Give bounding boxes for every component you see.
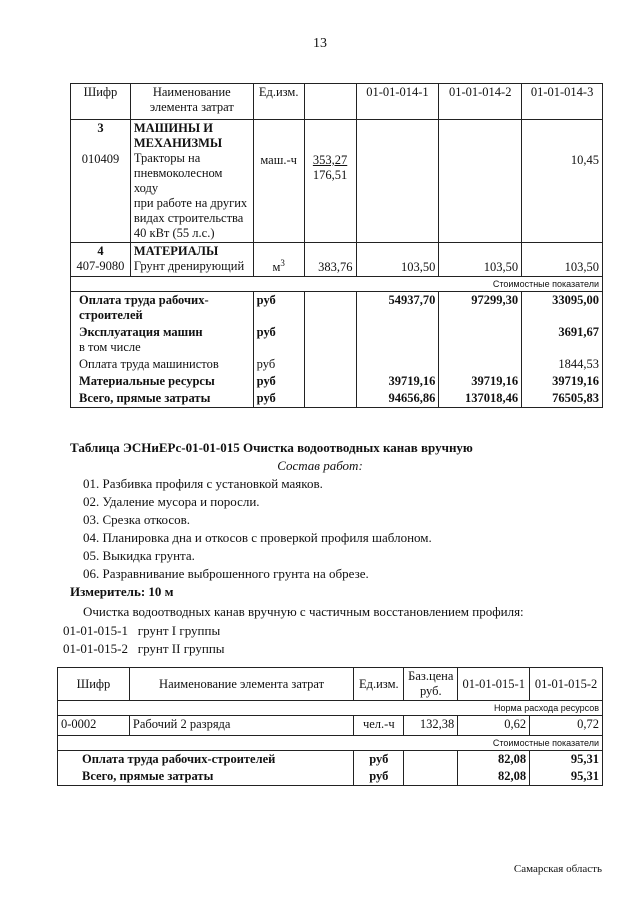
row-value-3: 3691,67: [522, 324, 603, 356]
table-row: [58, 716, 603, 736]
header-unit: Ед.изм.: [253, 84, 304, 120]
row-name: Оплата труда рабочих- строителей: [71, 292, 254, 325]
section-number: 4: [97, 244, 104, 258]
row-value-1: 82,08: [458, 751, 530, 769]
work-item: 03. Срезка откосов.: [83, 512, 191, 527]
resource-table-015: [57, 667, 603, 786]
value-col-2: [439, 120, 522, 243]
header-code: Шифр: [71, 84, 131, 120]
row-value-2: [439, 324, 522, 356]
row-unit: руб: [253, 356, 304, 373]
header-col-1: 01-01-014-1: [356, 84, 439, 120]
row-name: Эксплуатация машин в том числе: [71, 324, 254, 356]
value-col-1: 0,62: [458, 716, 530, 736]
value-col-1: 103,50: [356, 243, 439, 277]
row-unit: руб: [253, 324, 304, 356]
code-item: 01-01-015-1 грунт I группы: [63, 623, 221, 638]
row-value-3: 33095,00: [522, 292, 603, 325]
work-item: 06. Разравнивание выброшенного грунта на обрезе.: [83, 566, 369, 581]
work-item: 04. Планировка дна и откосов с проверкой профиля шаблоном.: [83, 530, 432, 545]
row-value-1: 82,08: [458, 768, 530, 786]
row-name: Всего, прямые затраты: [58, 768, 354, 786]
norm-label: Норма расхода ресурсов: [58, 701, 603, 716]
row-value-2: 95,31: [530, 751, 603, 769]
row-name: Оплата труда рабочих-строителей: [58, 751, 354, 769]
row-value-3: 76505,83: [522, 390, 603, 408]
section-name-cell: [130, 120, 253, 243]
row-price: [404, 751, 458, 769]
work-item: 05. Выкидка грунта.: [83, 548, 195, 563]
code-item: 01-01-015-2 грунт II группы: [63, 641, 225, 656]
table-row: [71, 373, 603, 390]
section-title: МАТЕРИАЛЫ: [133, 244, 219, 258]
resource-code: 407-9080: [76, 259, 125, 273]
resource-price: 132,38: [404, 716, 458, 736]
row-value-1: 39719,16: [356, 373, 439, 390]
row-unit: руб: [253, 373, 304, 390]
row-unit: руб: [354, 768, 404, 786]
header-col-2: 01-01-015-2: [530, 668, 603, 701]
table-header-row: [71, 84, 603, 120]
section-number: 3: [97, 121, 104, 135]
page-number: 13: [313, 36, 327, 51]
row-value-1: [356, 324, 439, 356]
work-item: 01. Разбивка профиля с установкой маяков.: [83, 476, 323, 491]
row-value-3: 1844,53: [522, 356, 603, 373]
row-value-2: 39719,16: [439, 373, 522, 390]
header-col-1: 01-01-015-1: [458, 668, 530, 701]
row-value-1: [356, 356, 439, 373]
value-col-1: [356, 120, 439, 243]
row-name: Всего, прямые затраты: [71, 390, 254, 408]
resource-unit: маш.-ч: [253, 120, 304, 243]
cost-label-row: [58, 736, 603, 751]
table-row: [71, 292, 603, 325]
row-price: [304, 292, 356, 325]
resource-price: 383,76: [304, 243, 356, 277]
header-name: Наименование элемента затрат: [130, 84, 253, 120]
header-name: Наименование элемента затрат: [129, 668, 353, 701]
row-value-2: 95,31: [530, 768, 603, 786]
row-price: [404, 768, 458, 786]
resource-name-line: 40 кВт (55 л.с.): [133, 226, 215, 240]
row-unit: руб: [253, 292, 304, 325]
table-row: [58, 751, 603, 769]
table-row: [71, 324, 603, 356]
row-value-1: 54937,70: [356, 292, 439, 325]
row-value-1: 94656,86: [356, 390, 439, 408]
table-row: [71, 356, 603, 373]
header-price: [304, 84, 356, 120]
cost-label: Стоимостные показатели: [58, 736, 603, 751]
resource-name: Рабочий 2 разряда: [129, 716, 353, 736]
cost-label-row: [71, 277, 603, 292]
resource-code: 0-0002: [58, 716, 130, 736]
resource-code: 010409: [81, 152, 120, 166]
row-price: [304, 390, 356, 408]
value-col-3: 103,50: [522, 243, 603, 277]
header-price: Баз.цена руб.: [404, 668, 458, 701]
table-row: [71, 390, 603, 408]
row-value-2: 97299,30: [439, 292, 522, 325]
row-value-2: [439, 356, 522, 373]
table-row: [58, 768, 603, 786]
table-header-row: [58, 668, 603, 701]
resource-table-014: [70, 83, 603, 408]
value-col-3: 10,45: [522, 120, 603, 243]
resource-name-line: Тракторы на: [133, 151, 201, 165]
measure-unit: Измеритель: 10 м: [70, 584, 174, 599]
section-name-cell: [130, 243, 253, 277]
section-title: МАШИНЫ И: [133, 121, 213, 135]
resource-name-line: видах строительства: [133, 211, 244, 225]
row-value-3: 39719,16: [522, 373, 603, 390]
section-code-cell: [71, 120, 131, 243]
resource-unit: чел.-ч: [354, 716, 404, 736]
section-machines-row: [71, 120, 603, 243]
row-name: Материальные ресурсы: [71, 373, 254, 390]
header-unit: Ед.изм.: [354, 668, 404, 701]
work-composition-subtitle: Состав работ:: [277, 458, 363, 473]
resource-name-line: пневмоколесном ходу: [133, 166, 223, 195]
row-price: [304, 373, 356, 390]
row-unit: руб: [354, 751, 404, 769]
work-item: 02. Удаление мусора и поросли.: [83, 494, 260, 509]
resource-name-line: при работе на других: [133, 196, 248, 210]
norm-label-row: [58, 701, 603, 716]
row-name: Оплата труда машинистов: [71, 356, 254, 373]
cost-label: Стоимостные показатели: [71, 277, 603, 292]
footer-region: Самарская область: [513, 863, 602, 875]
resource-name: Грунт дренирующий: [133, 259, 245, 273]
table-title: Таблица ЭСНиЕРс-01-01-015 Очистка водоотводных канав вручную: [70, 440, 473, 455]
header-col-3: 01-01-014-3: [522, 84, 603, 120]
value-col-2: 103,50: [439, 243, 522, 277]
description: Очистка водоотводных канав вручную с частичным восстановлением профиля:: [83, 604, 524, 619]
header-col-2: 01-01-014-2: [439, 84, 522, 120]
value-col-2: 0,72: [530, 716, 603, 736]
resource-price: 353,27 176,51: [304, 120, 356, 243]
section-materials-row: [71, 243, 603, 277]
resource-unit: $м^3$: [253, 243, 304, 277]
row-unit: руб: [253, 390, 304, 408]
row-price: [304, 324, 356, 356]
header-code: Шифр: [58, 668, 130, 701]
section-code-cell: [71, 243, 131, 277]
row-value-2: 137018,46: [439, 390, 522, 408]
section-title-line2: МЕХАНИЗМЫ: [133, 136, 223, 150]
row-price: [304, 356, 356, 373]
